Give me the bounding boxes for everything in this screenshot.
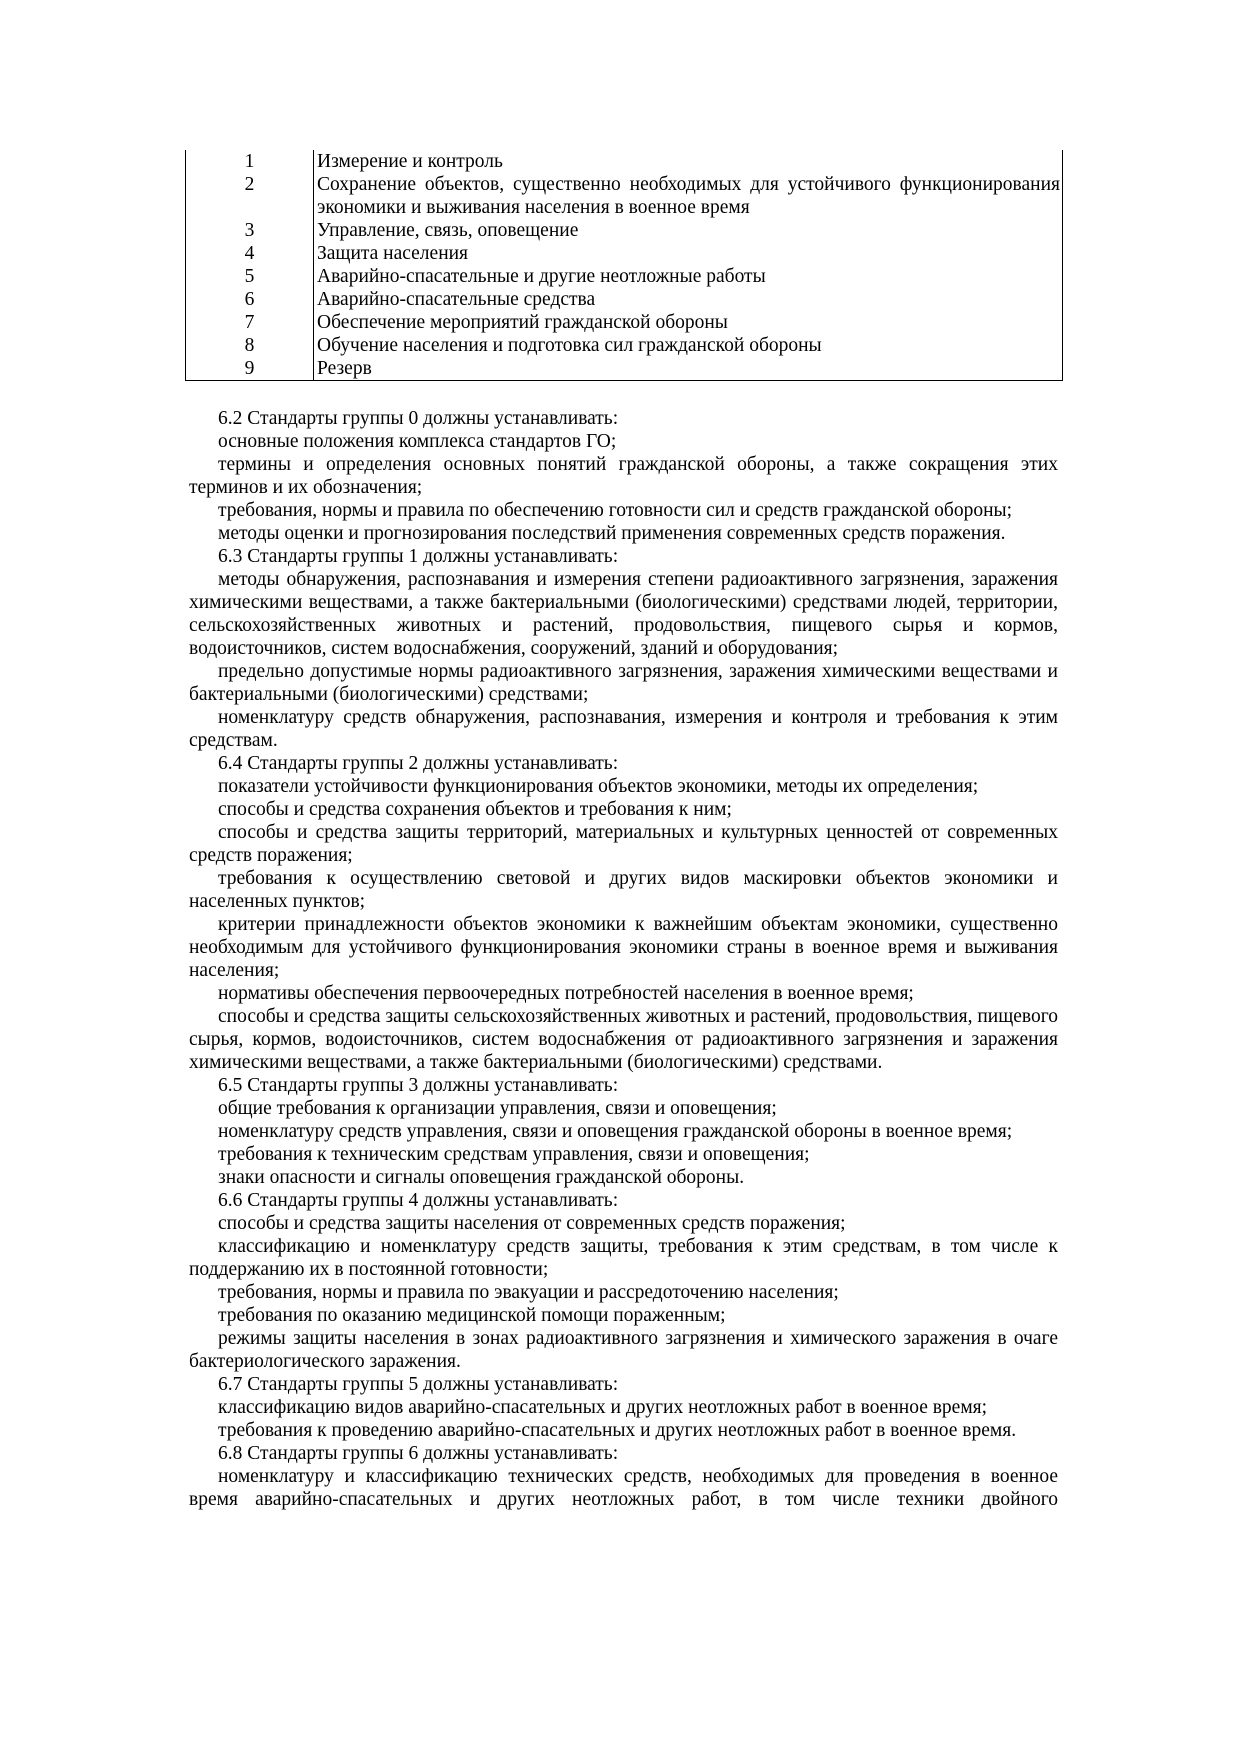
paragraph: предельно допустимые нормы радиоактивного загрязнения, заражения химическими веществами и бактериальными (биологическими) средствами; [189, 661, 1058, 705]
paragraph: требования к осуществлению световой и других видов маскировки объектов экономики и населенных пунктов; [189, 868, 1058, 912]
table-row [186, 357, 1063, 381]
group-name: Аварийно-спасательные средства [314, 288, 1063, 311]
section-heading-6-3: 6.3 Стандарты группы 1 должны устанавливать: [218, 546, 619, 567]
paragraph: классификацию и номенклатуру средств защиты, требования к этим средствам, в том числе к поддержанию их в постоянной готовности; [189, 1236, 1058, 1280]
group-number: 9 [186, 357, 314, 381]
paragraph: требования по оказанию медицинской помощи пораженным; [218, 1305, 726, 1326]
group-name: Измерение и контроль [314, 150, 1063, 173]
table-row [186, 242, 1063, 265]
section-heading-6-8: 6.8 Стандарты группы 6 должны устанавливать: [218, 1443, 619, 1464]
group-name: Управление, связь, оповещение [314, 219, 1063, 242]
table-row [186, 288, 1063, 311]
paragraph: требования, нормы и правила по обеспечению готовности сил и средств гражданской обороны; [218, 500, 1013, 521]
paragraph: критерии принадлежности объектов экономики к важнейшим объектам экономики, существенно необходимым для устойчивого функционирования экономики страны в военное время и выживания населения; [189, 914, 1058, 981]
paragraph: требования к проведению аварийно-спасательных и других неотложных работ в военное время. [218, 1420, 1017, 1441]
paragraph: термины и определения основных понятий гражданской обороны, а также сокращения этих терминов и их обозначения; [189, 454, 1058, 498]
section-heading-6-7: 6.7 Стандарты группы 5 должны устанавливать: [218, 1374, 619, 1395]
table-row [186, 265, 1063, 288]
group-name: Обучение населения и подготовка сил гражданской обороны [314, 334, 1063, 357]
paragraph: режимы защиты населения в зонах радиоактивного загрязнения и химического заражения в очаге бактериологического заражения. [189, 1328, 1058, 1372]
section-heading-6-4: 6.4 Стандарты группы 2 должны устанавливать: [218, 753, 619, 774]
group-name: Сохранение объектов, существенно необходимых для устойчивого функционирования экономики и выживания населения в военное время [314, 173, 1063, 219]
section-heading-6-5: 6.5 Стандарты группы 3 должны устанавливать: [218, 1075, 619, 1096]
group-number: 8 [186, 334, 314, 357]
group-number: 3 [186, 219, 314, 242]
group-name: Обеспечение мероприятий гражданской обороны [314, 311, 1063, 334]
paragraph: способы и средства сохранения объектов и требования к ним; [218, 799, 732, 820]
paragraph: требования, нормы и правила по эвакуации и рассредоточению населения; [218, 1282, 839, 1303]
paragraph: классификацию видов аварийно-спасательных и других неотложных работ в военное время; [218, 1397, 988, 1418]
table-row [186, 219, 1063, 242]
group-name: Резерв [314, 357, 1063, 381]
paragraph: номенклатуру средств обнаружения, распознавания, измерения и контроля и требования к этим средствам. [189, 707, 1058, 751]
paragraph: способы и средства защиты территорий, материальных и культурных ценностей от современных средств поражения; [189, 822, 1058, 866]
table-row [186, 173, 1063, 219]
paragraph: основные положения комплекса стандартов ГО; [218, 431, 617, 452]
group-name: Аварийно-спасательные и другие неотложные работы [314, 265, 1063, 288]
section-heading-6-2: 6.2 Стандарты группы 0 должны устанавливать: [218, 408, 619, 429]
paragraph: методы обнаружения, распознавания и измерения степени радиоактивного загрязнения, заражения химическими веществами, а также бактериальными (биологическими) средствами людей, территории, сельскохозяйственных животных и растений, продовольствия, пищевого сырья и кормов, водоисточников, систем водоснабжения, сооружений, зданий и оборудования; [189, 569, 1058, 659]
group-number: 5 [186, 265, 314, 288]
paragraph: методы оценки и прогнозирования последствий применения современных средств поражения. [218, 523, 1006, 544]
table-row [186, 311, 1063, 334]
group-name: Защита населения [314, 242, 1063, 265]
group-number: 4 [186, 242, 314, 265]
paragraph: способы и средства защиты населения от современных средств поражения; [218, 1213, 846, 1234]
group-number: 6 [186, 288, 314, 311]
paragraph: показатели устойчивости функционирования объектов экономики, методы их определения; [218, 776, 979, 797]
paragraph: требования к техническим средствам управления, связи и оповещения; [218, 1144, 810, 1165]
table-row [186, 150, 1063, 173]
group-number: 7 [186, 311, 314, 334]
paragraph: знаки опасности и сигналы оповещения гражданской обороны. [218, 1167, 745, 1188]
section-heading-6-6: 6.6 Стандарты группы 4 должны устанавливать: [218, 1190, 619, 1211]
paragraph: номенклатуру и классификацию технических средств, необходимых для проведения в военное время аварийно-спасательных и других неотложных работ, в том числе техники двойного [189, 1466, 1058, 1510]
paragraph: общие требования к организации управления, связи и оповещения; [218, 1098, 777, 1119]
standards-groups-table [185, 150, 1063, 381]
group-number: 2 [186, 173, 314, 219]
group-number: 1 [186, 150, 314, 173]
paragraph: нормативы обеспечения первоочередных потребностей населения в военное время; [218, 983, 914, 1004]
table-row [186, 334, 1063, 357]
paragraph: способы и средства защиты сельскохозяйственных животных и растений, продовольствия, пищевого сырья, кормов, водоисточников, систем водоснабжения от радиоактивного загрязнения и заражения химическими веществами, а также бактериальными (биологическими) средствами. [189, 1006, 1058, 1073]
paragraph: номенклатуру средств управления, связи и оповещения гражданской обороны в военное время; [218, 1121, 1013, 1142]
document-body [189, 407, 1058, 1511]
